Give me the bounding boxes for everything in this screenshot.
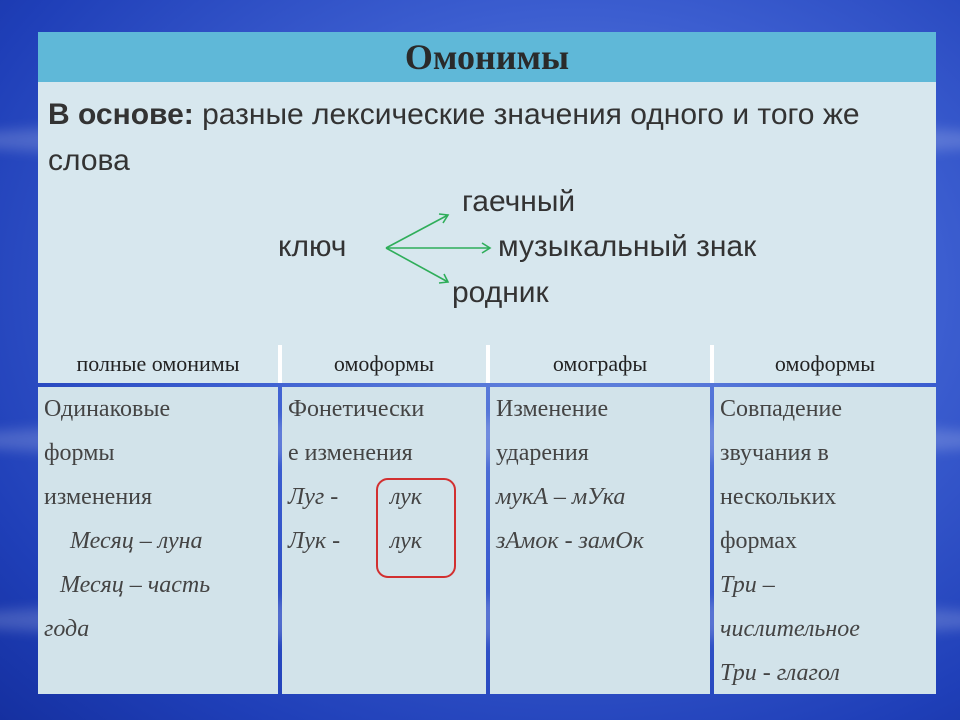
meaning-2: музыкальный знак	[498, 230, 757, 263]
table-body-row	[38, 383, 936, 694]
meaning-3: родник	[452, 276, 549, 309]
cell-line: Совпадение	[720, 396, 843, 422]
cell-homoforms	[282, 387, 486, 694]
example-right: лук	[390, 484, 423, 510]
cell-homoforms-2	[714, 387, 936, 694]
example-right: лук	[390, 528, 423, 554]
cell-line: е изменения	[288, 440, 413, 466]
meaning-1: гаечный	[462, 185, 576, 218]
cell-line: нескольких	[720, 484, 837, 510]
example-line: Месяц – часть	[60, 572, 211, 598]
example-left: Луг -	[288, 484, 339, 510]
cell-line: формы	[44, 440, 115, 466]
header-full-homonyms: полные омонимы	[38, 345, 278, 383]
branch-arrows-icon	[378, 212, 508, 292]
example-line: Три –	[720, 572, 775, 598]
cell-line: Одинаковые	[44, 396, 171, 422]
cell-line: звучания в	[720, 440, 829, 466]
red-bracket-highlight	[376, 478, 456, 578]
definition-text	[48, 92, 928, 184]
cell-line: формах	[720, 528, 797, 554]
table-header-row	[38, 345, 936, 383]
cell-full-homonyms	[38, 387, 278, 694]
cell-line: Изменение	[496, 396, 609, 422]
slide-panel	[38, 32, 936, 694]
header-homoforms: омоформы	[282, 345, 486, 383]
cell-line: изменения	[44, 484, 153, 510]
header-homoforms-2: омоформы	[714, 345, 936, 383]
example-left: Лук -	[288, 528, 341, 554]
example-line: числительное	[720, 616, 860, 642]
basis-text: разные лексические значения одного и того же слова	[48, 98, 860, 177]
title-bar	[38, 32, 936, 82]
cell-line: Фонетически	[288, 396, 425, 422]
cell-homographs	[490, 387, 710, 694]
header-homographs: омографы	[490, 345, 710, 383]
root-word: ключ	[278, 230, 347, 263]
slide-title: Омонимы	[404, 37, 570, 77]
example-line: Три - глагол	[720, 660, 840, 686]
cell-line: ударения	[496, 440, 589, 466]
example-line: Месяц – луна	[70, 528, 203, 554]
example-line: года	[44, 616, 90, 642]
example-line: зАмок - замОк	[496, 528, 644, 554]
example-line: мукА – мУка	[496, 484, 626, 510]
basis-label: В основе:	[48, 98, 194, 131]
